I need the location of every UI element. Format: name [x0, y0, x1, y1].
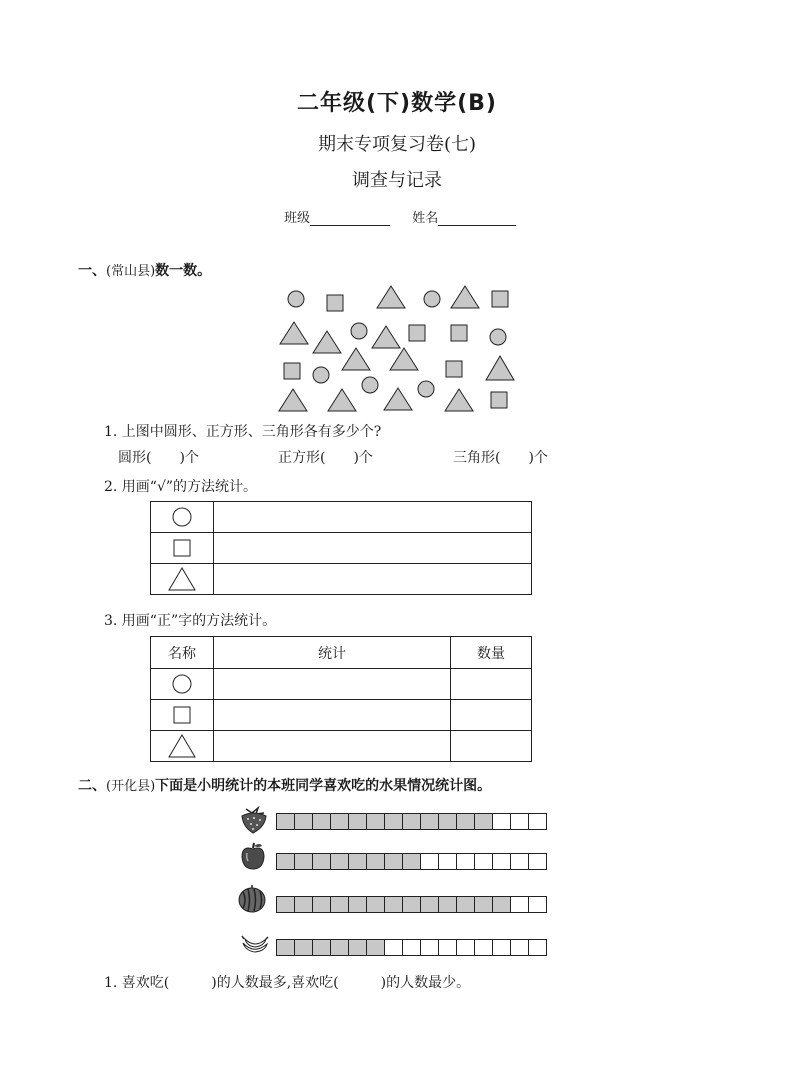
- circle-shape: [418, 381, 434, 397]
- circle-icon: [171, 673, 193, 695]
- bar-cell-filled: [402, 813, 421, 830]
- page-title: 二年级(下)数学(B): [297, 91, 497, 116]
- bar-cell-empty: [384, 939, 403, 956]
- bar-cell-empty: [420, 939, 439, 956]
- triangle-shape: [451, 286, 479, 308]
- bar-cell-filled: [474, 896, 493, 913]
- bar-cell-filled: [348, 813, 367, 830]
- triangle-shape: [280, 322, 308, 344]
- square-stat-cell[interactable]: [214, 700, 451, 731]
- section2-county: (开化县): [106, 779, 156, 794]
- section2-heading: [78, 775, 491, 795]
- square-shape: [451, 325, 467, 341]
- bar-cell-empty: [528, 813, 547, 830]
- triangle-icon: [167, 566, 197, 592]
- bar-cell-filled: [330, 853, 349, 870]
- section2-title: 下面是小明统计的本班同学喜欢吃的水果情况统计图。: [155, 778, 492, 794]
- banana-bar: [276, 939, 547, 956]
- triangle-shape: [390, 348, 418, 370]
- triangle-shape: [445, 389, 473, 411]
- circle-row-label: [151, 669, 214, 700]
- page-subtitle: 期末专项复习卷(七): [317, 134, 477, 155]
- section1-heading: [78, 260, 211, 280]
- bar-cell-empty: [510, 813, 529, 830]
- bar-cell-filled: [312, 813, 331, 830]
- circle-shape: [288, 291, 304, 307]
- bar-cell-filled: [402, 853, 421, 870]
- bar-cell-filled: [438, 813, 457, 830]
- s1-question-2: 2. 用画“√”的方法统计。: [104, 479, 258, 495]
- square-row-label: [151, 533, 214, 564]
- bar-cell-filled: [294, 939, 313, 956]
- bar-cell-filled: [276, 896, 295, 913]
- triangle-count-cell[interactable]: [451, 731, 532, 762]
- bar-cell-filled: [276, 853, 295, 870]
- bar-cell-filled: [384, 853, 403, 870]
- bar-cell-empty: [420, 853, 439, 870]
- bar-cell-empty: [438, 939, 457, 956]
- triangle-shape: [377, 286, 405, 308]
- banana-icon: [240, 929, 270, 959]
- bar-cell-empty: [528, 853, 547, 870]
- bar-cell-filled: [294, 853, 313, 870]
- watermelon-bar: [276, 896, 547, 913]
- bar-cell-filled: [420, 813, 439, 830]
- section1-title: 数一数。: [155, 263, 212, 279]
- circle-row-label: [151, 502, 214, 533]
- triangle-shape: [279, 389, 307, 411]
- square-shape: [327, 295, 343, 311]
- circle-shape: [313, 367, 329, 383]
- square-count-cell[interactable]: [451, 700, 532, 731]
- bar-cell-filled: [366, 853, 385, 870]
- bar-cell-filled: [276, 939, 295, 956]
- bar-cell-filled: [348, 853, 367, 870]
- bar-cell-filled: [330, 813, 349, 830]
- triangle-count-answer[interactable]: 三角形( )个: [453, 450, 548, 466]
- circle-stat-cell[interactable]: [214, 669, 451, 700]
- name-label: 姓名: [412, 211, 439, 226]
- square-count-answer[interactable]: 正方形( )个: [278, 450, 373, 466]
- class-label: 班级: [284, 211, 311, 226]
- col-header-name: 名称: [151, 637, 214, 669]
- triangle-check-cell[interactable]: [214, 564, 532, 595]
- bar-cell-empty: [474, 939, 493, 956]
- circle-shape: [362, 377, 378, 393]
- bar-cell-empty: [474, 853, 493, 870]
- triangle-icon: [167, 733, 197, 759]
- bar-cell-empty: [456, 853, 475, 870]
- bar-cell-filled: [312, 853, 331, 870]
- square-shape: [491, 392, 507, 408]
- square-shape: [492, 291, 508, 307]
- circle-check-cell[interactable]: [214, 502, 532, 533]
- class-field[interactable]: [310, 211, 390, 226]
- apple-icon: [238, 841, 268, 871]
- bar-cell-filled: [366, 896, 385, 913]
- bar-cell-empty: [510, 853, 529, 870]
- shapes-figure: [270, 283, 525, 418]
- bar-cell-filled: [366, 813, 385, 830]
- section1-prefix: 一、: [78, 263, 106, 279]
- bar-cell-filled: [474, 813, 493, 830]
- student-info: [284, 207, 516, 226]
- triangle-shape: [342, 348, 370, 370]
- bar-cell-empty: [438, 853, 457, 870]
- bar-cell-filled: [348, 939, 367, 956]
- bar-cell-filled: [384, 896, 403, 913]
- section2-prefix: 二、: [78, 778, 106, 794]
- bar-cell-empty: [510, 896, 529, 913]
- bar-cell-filled: [456, 813, 475, 830]
- triangle-shape: [328, 389, 356, 411]
- bar-cell-empty: [492, 853, 511, 870]
- strawberry-icon: [238, 805, 268, 835]
- bar-cell-empty: [492, 939, 511, 956]
- square-icon: [171, 537, 193, 559]
- square-check-cell[interactable]: [214, 533, 532, 564]
- bar-cell-empty: [492, 813, 511, 830]
- s1-question-1: 1. 上图中圆形、正方形、三角形各有多少个?: [104, 424, 382, 440]
- triangle-shape: [486, 356, 514, 380]
- bar-cell-empty: [528, 896, 547, 913]
- strawberry-bar: [276, 813, 547, 830]
- section1-county: (常山县): [106, 264, 156, 279]
- circle-shape: [490, 329, 506, 345]
- triangle-shape: [384, 388, 412, 410]
- circle-count-answer[interactable]: 圆形( )个: [118, 450, 199, 466]
- col-header-count: 数量: [451, 637, 532, 669]
- zheng-tally-table: [150, 636, 532, 762]
- col-header-stat: 统计: [214, 637, 451, 669]
- square-row-label: [151, 700, 214, 731]
- bar-cell-filled: [312, 939, 331, 956]
- square-shape: [409, 325, 425, 341]
- circle-shape: [351, 323, 367, 339]
- triangle-row-label: [151, 731, 214, 762]
- bar-cell-filled: [330, 896, 349, 913]
- bar-cell-filled: [420, 896, 439, 913]
- bar-cell-filled: [348, 896, 367, 913]
- page-topic: 调查与记录: [352, 170, 442, 191]
- bar-cell-filled: [294, 813, 313, 830]
- triangle-stat-cell[interactable]: [214, 731, 451, 762]
- bar-cell-empty: [402, 939, 421, 956]
- square-shape: [446, 361, 462, 377]
- bar-cell-filled: [330, 939, 349, 956]
- square-icon: [171, 704, 193, 726]
- name-field[interactable]: [438, 211, 516, 226]
- bar-cell-filled: [402, 896, 421, 913]
- bar-cell-empty: [528, 939, 547, 956]
- triangle-row-label: [151, 564, 214, 595]
- s1-question-3: 3. 用画“正”字的方法统计。: [104, 613, 277, 629]
- bar-cell-filled: [294, 896, 313, 913]
- apple-bar: [276, 853, 547, 870]
- circle-count-cell[interactable]: [451, 669, 532, 700]
- circle-shape: [424, 291, 440, 307]
- triangle-shape: [372, 326, 400, 348]
- bar-cell-filled: [456, 896, 475, 913]
- watermelon-icon: [237, 884, 267, 914]
- bar-cell-filled: [492, 896, 511, 913]
- bar-cell-filled: [312, 896, 331, 913]
- bar-cell-filled: [438, 896, 457, 913]
- bar-cell-filled: [384, 813, 403, 830]
- bar-cell-filled: [276, 813, 295, 830]
- bar-cell-empty: [510, 939, 529, 956]
- circle-icon: [171, 506, 193, 528]
- triangle-shape: [313, 331, 341, 353]
- square-shape: [284, 363, 300, 379]
- s2-question-1: 1. 喜欢吃( )的人数最多,喜欢吃( )的人数最少。: [104, 975, 471, 991]
- bar-cell-empty: [456, 939, 475, 956]
- check-tally-table: [150, 501, 532, 595]
- bar-cell-filled: [366, 939, 385, 956]
